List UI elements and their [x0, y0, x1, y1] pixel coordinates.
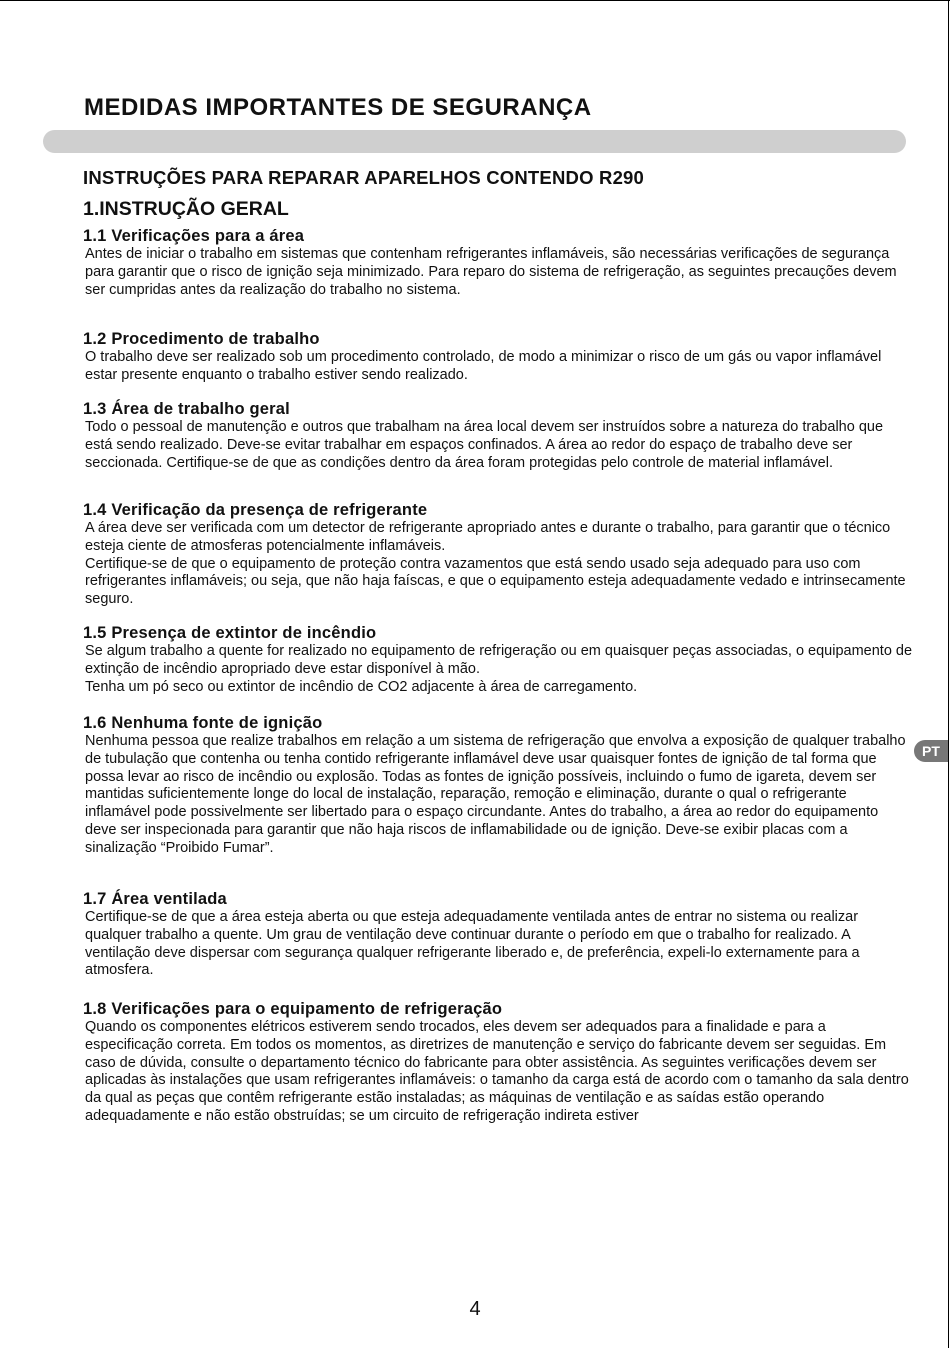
section-paragraph: Quando os componentes elétricos estiverem sendo trocados, eles devem ser adequados para a finalidade e para a especificação correta. Em todos os momentos, as diretrizes de manutenção e serviço do fabricante devem ser seguidas. Em caso de dúvida, consulte o departamento técnico do fabricante para obter assistência. As seguintes verificações devem ser aplicadas às instalações que usam refrigerantes inflamáveis: o tamanho da carga está de acordo com o tamanho da sala dentro da qual as peças que contêm refrigerante estão instaladas; as máquinas de ventilação e as saídas estão operando adequadamente e não estão obstruídas; se um circuito de refrigeração indireta estiver [85, 1019, 909, 1124]
section-heading: 1.6 Nenhuma fonte de ignição [83, 714, 323, 732]
document-subtitle: INSTRUÇÕES PARA REPARAR APARELHOS CONTENDO R290 [83, 167, 645, 188]
section-paragraph: O trabalho deve ser realizado sob um procedimento controlado, de modo a minimizar o risco de um gás ou vapor inflamável estar presente enquanto o trabalho estiver sendo realizado. [85, 349, 882, 383]
section-1-2 [83, 329, 913, 385]
section-paragraph: Todo o pessoal de manutenção e outros que trabalham na área local devem ser instruídos sobre a natureza do trabalho que está sendo realizado. Deve-se evitar trabalhar em espaços confinados. A área ao redor do espaço de trabalho deve ser seccionada. Certifique-se de que as condições dentro da área foram protegidas pelo controle de material inflamável. [85, 419, 884, 471]
section-paragraph: Se algum trabalho a quente for realizado no equipamento de refrigeração ou em quaisquer peças associadas, o equipamento de extinção de incêndio apropriado deve estar disponível à mão. [85, 643, 913, 677]
section-heading: 1.3 Área de trabalho geral [83, 400, 290, 418]
page-right-border [948, 0, 949, 1348]
section-paragraph: Certifique-se de que a área esteja aberta ou que esteja adequadamente ventilada antes de entrar no sistema ou realizar qualquer trabalho a quente. Um grau de ventilação deve continuar durante o período em que o trabalho for realizado. A ventilação deve dispersar com segurança qualquer refrigerante liberado e, de preferência, expeli-lo externamente para a atmosfera. [85, 909, 860, 979]
section-heading: 1.2 Procedimento de trabalho [83, 330, 320, 348]
page-top-border [0, 0, 950, 1]
section-1-6 [83, 713, 913, 858]
section-heading: 1.5 Presença de extintor de incêndio [83, 624, 377, 642]
section-paragraph: Nenhuma pessoa que realize trabalhos em relação a um sistema de refrigeração que envolva a exposição de qualquer trabalho de tubulação que contenha ou tenha contido refrigerante inflamável deve usar quaisquer fontes de ignição de tal forma que possa levar ao risco de incêndio ou explosão. Todas as fontes de ignição possíveis, incluindo o fumo de igareta, devem ser mantidas suficientemente longe do local de instalação, reparação, remoção e eliminação, durante o qual o refrigerante inflamável pode possivelmente ser libertado para o espaço circundante. Antes do trabalho, a área ao redor do equipamento deve ser inspecionada para garantir que não haja riscos de inflamabilidade ou de ignição. Deve-se exibir placas com a sinalização “Proibido Fumar”. [85, 733, 906, 856]
section-heading: 1.1 Verificações para a área [83, 227, 305, 245]
section-1-3 [83, 399, 913, 472]
section-heading: 1.4 Verificação da presença de refrigerante [83, 501, 428, 519]
title-divider-bar [43, 130, 906, 153]
section-1-1 [83, 226, 913, 299]
section-1-8 [83, 999, 913, 1126]
section-1-4 [83, 500, 913, 609]
section-1-7 [83, 889, 913, 980]
section-heading: 1.7 Área ventilada [83, 890, 227, 908]
chapter-heading: 1.INSTRUÇÃO GERAL [83, 198, 289, 220]
section-paragraph: Tenha um pó seco ou extintor de incêndio de CO2 adjacente à área de carregamento. [85, 678, 638, 695]
page-number: 4 [469, 1298, 481, 1320]
language-tab: PT [914, 740, 948, 762]
section-paragraph: Antes de iniciar o trabalho em sistemas que contenham refrigerantes inflamáveis, são necessárias verificações de segurança para garantir que o risco de ignição seja minimizado. Para reparo do sistema de refrigeração, as seguintes precauções devem ser cumpridas antes da realização do trabalho no sistema. [85, 246, 897, 298]
section-1-5 [83, 623, 913, 696]
section-paragraph: A área deve ser verificada com um detector de refrigerante apropriado antes e durante o trabalho, para garantir que o técnico esteja ciente de atmosferas potencialmente inflamáveis. [85, 520, 891, 554]
page-title: MEDIDAS IMPORTANTES DE SEGURANÇA [84, 94, 592, 121]
section-heading: 1.8 Verificações para o equipamento de refrigeração [83, 1000, 503, 1018]
section-paragraph: Certifique-se de que o equipamento de proteção contra vazamentos que está sendo usado seja adequado para uso com refrigerantes inflamáveis; ou seja, que não haja faíscas, e que o equipamento esteja adequadamente vedado e intrinsecamente seguro. [85, 555, 906, 608]
